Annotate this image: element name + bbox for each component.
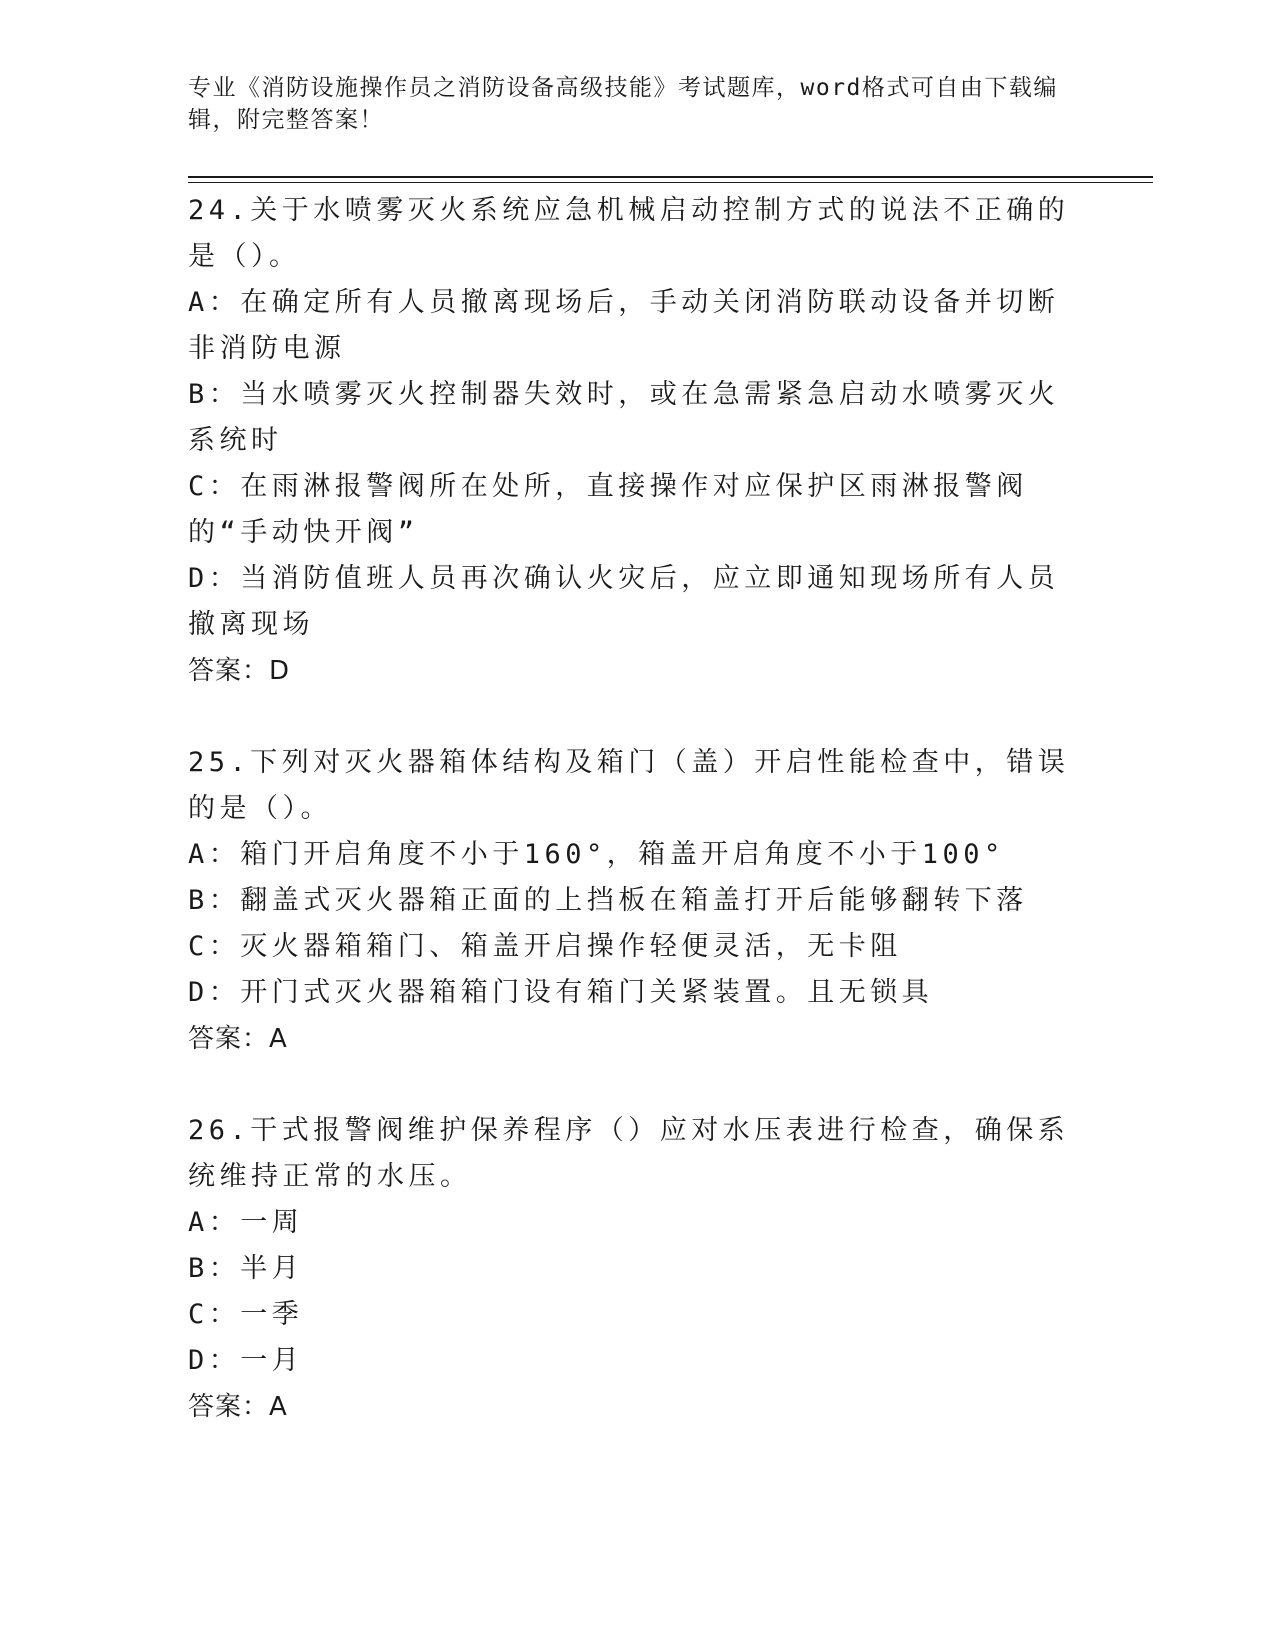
page-header: 专业《消防设施操作员之消防设备高级技能》考试题库，word格式可自由下载编辑，附完整答案！: [188, 75, 1058, 133]
header-divider-thick: [188, 176, 1153, 178]
question-26: [188, 1108, 1083, 1430]
answer: 答案：A: [188, 1024, 288, 1054]
option-a: A：一周: [188, 1207, 304, 1238]
option-c: C：在雨淋报警阀所在处所，直接操作对应保护区雨淋报警阀的“手动快开阀”: [188, 471, 1028, 548]
option-b: B：半月: [188, 1253, 304, 1284]
question-stem: 25.下列对灭火器箱体结构及箱门（盖）开启性能检查中，错误的是（）。: [188, 747, 1070, 824]
option-c: C：一季: [188, 1299, 304, 1330]
header-divider-thin: [188, 182, 1153, 183]
option-b: B：当水喷雾灭火控制器失效时，或在急需紧急启动水喷雾灭火系统时: [188, 379, 1060, 456]
question-list: [188, 188, 1083, 1476]
option-a: A：箱门开启角度不小于160°，箱盖开启角度不小于100°: [188, 839, 1005, 870]
question-25: [188, 740, 1083, 1062]
answer: 答案：D: [188, 656, 291, 686]
question-24: [188, 188, 1083, 694]
option-d: D：开门式灭火器箱箱门设有箱门关紧装置。且无锁具: [188, 977, 934, 1008]
option-b: B：翻盖式灭火器箱正面的上挡板在箱盖打开后能够翻转下落: [188, 885, 1028, 916]
question-stem: 26.干式报警阀维护保养程序（）应对水压表进行检查，确保系统维持正常的水压。: [188, 1115, 1070, 1192]
answer: 答案：A: [188, 1392, 288, 1422]
option-d: D：当消防值班人员再次确认火灾后，应立即通知现场所有人员撤离现场: [188, 563, 1060, 640]
option-c: C：灭火器箱箱门、箱盖开启操作轻便灵活，无卡阻: [188, 931, 902, 962]
question-stem: 24.关于水喷雾灭火系统应急机械启动控制方式的说法不正确的是（）。: [188, 195, 1070, 272]
option-a: A：在确定所有人员撤离现场后，手动关闭消防联动设备并切断非消防电源: [188, 287, 1060, 364]
option-d: D：一月: [188, 1345, 304, 1376]
